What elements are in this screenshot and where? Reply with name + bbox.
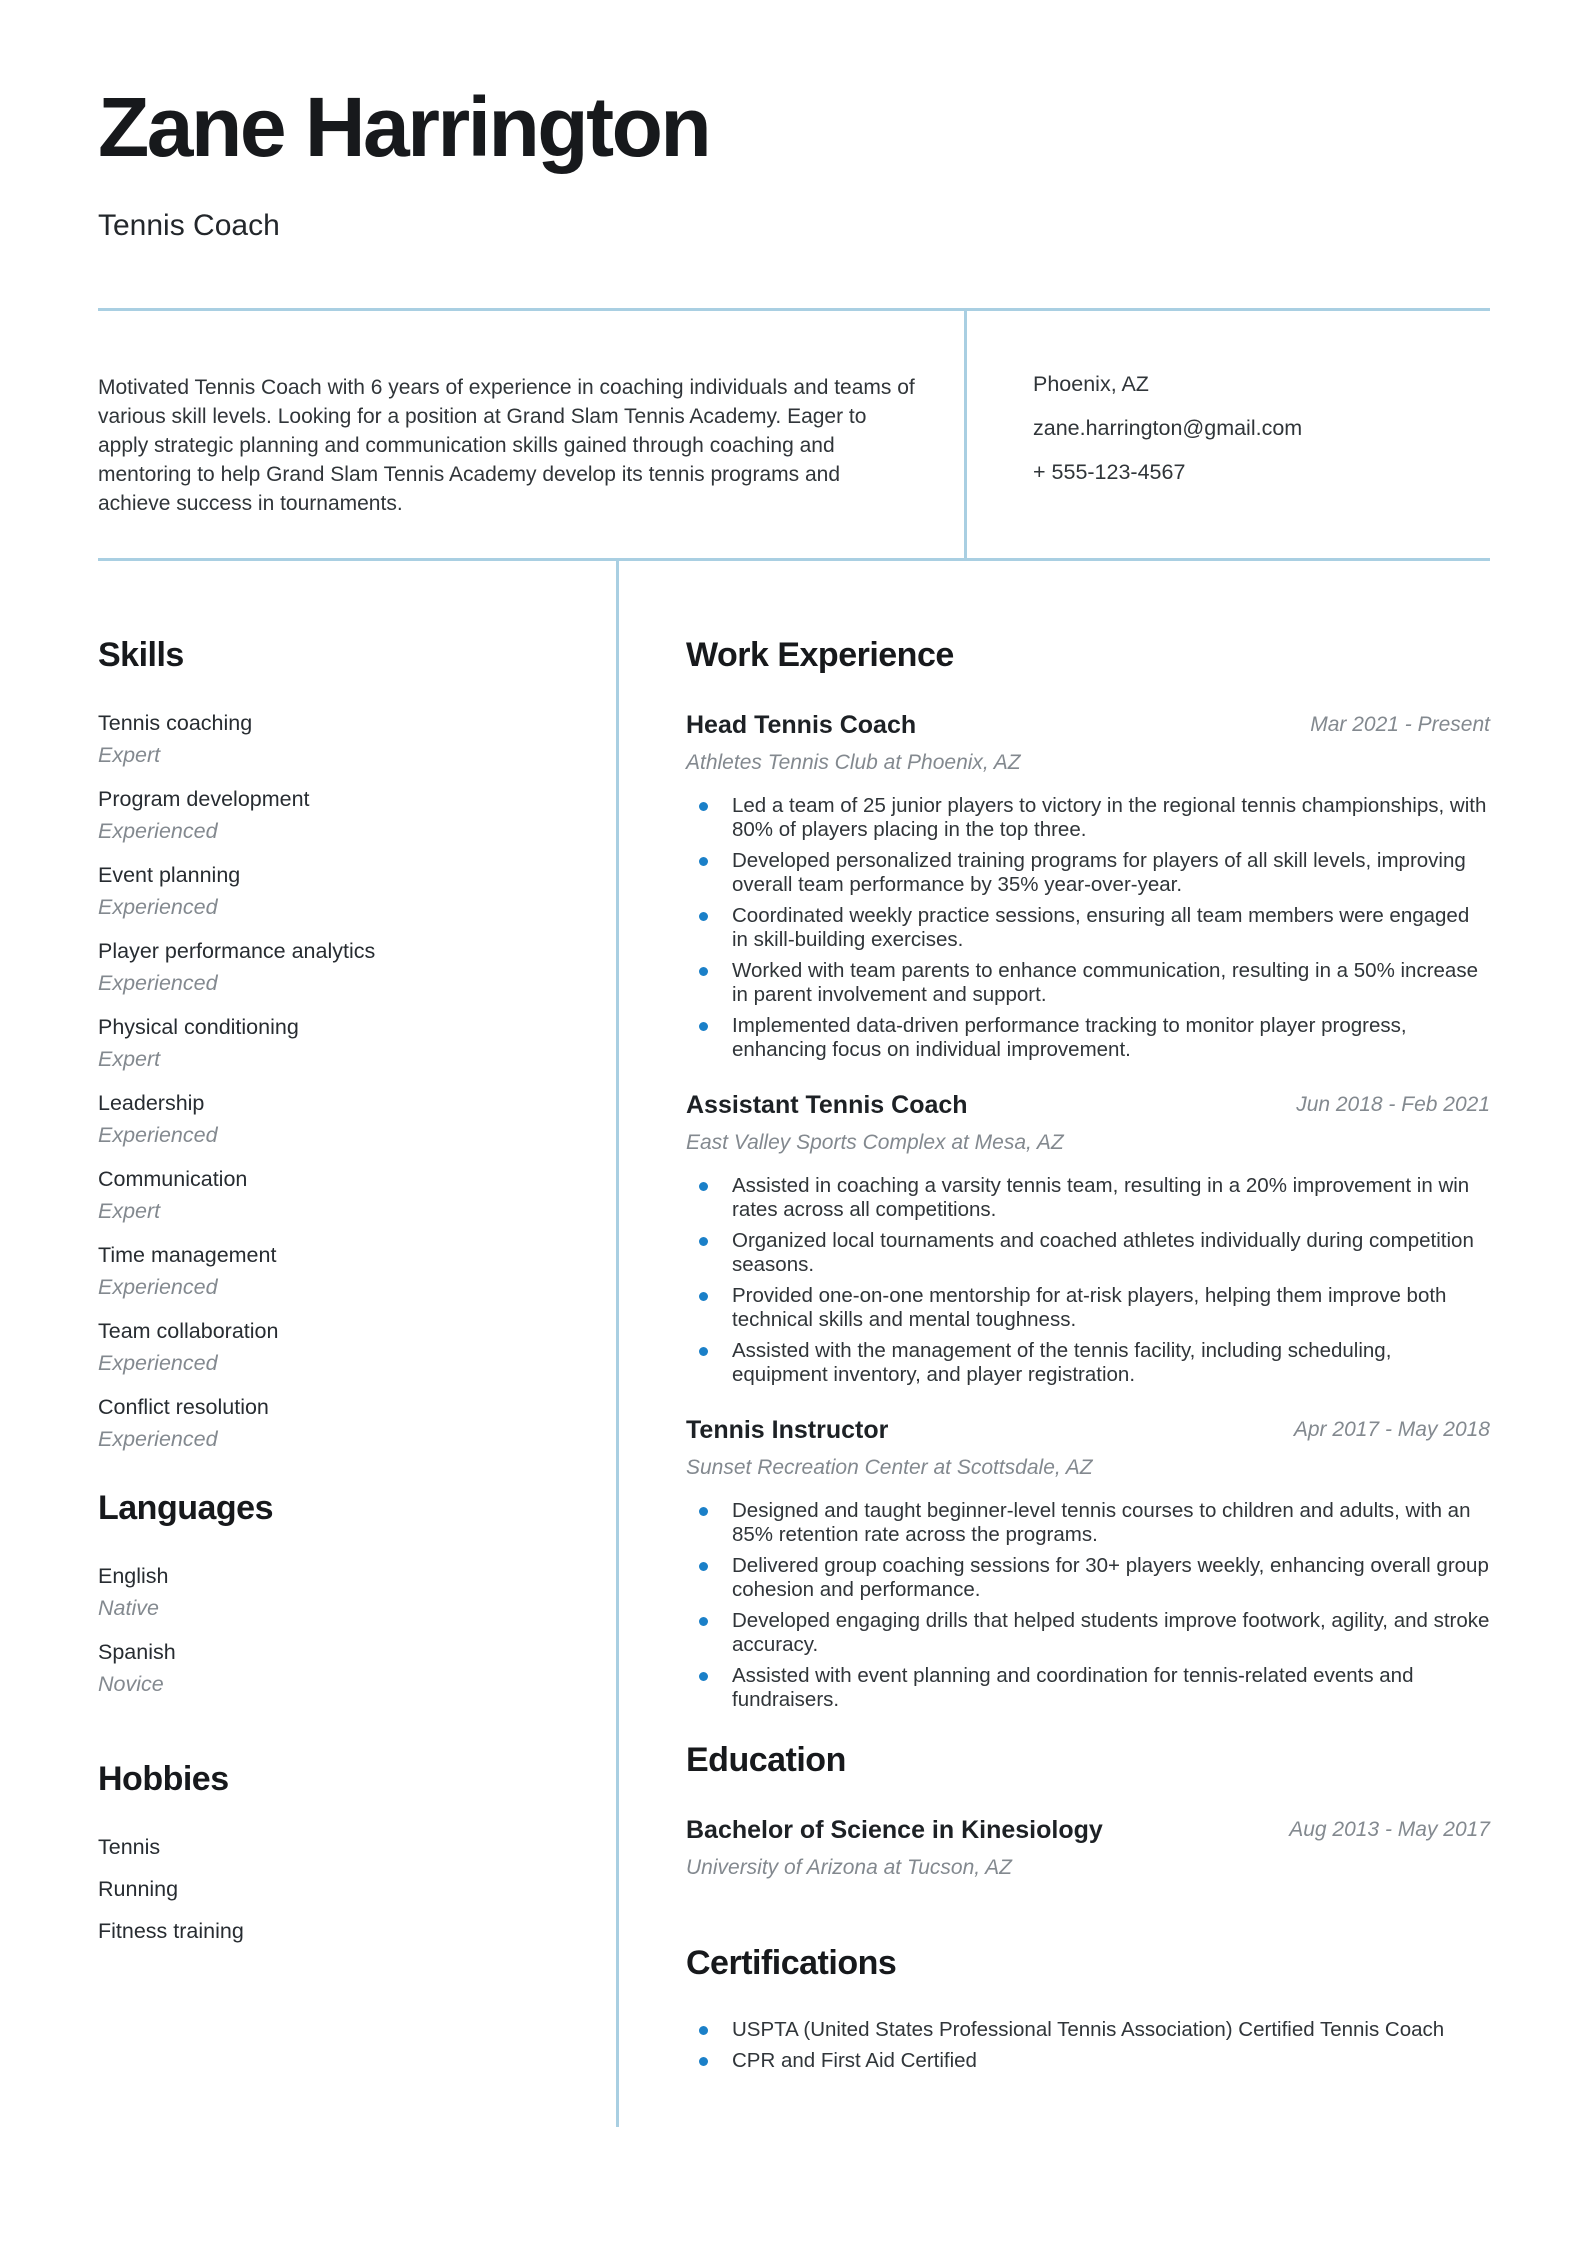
bullet-item: Organized local tournaments and coached athletes individually during competition seasons. bbox=[686, 1229, 1490, 1277]
skill-item bbox=[98, 1166, 576, 1224]
skill-item bbox=[98, 710, 576, 768]
skill-level: Experienced bbox=[98, 971, 218, 996]
hobby-item: Fitness training bbox=[98, 1919, 244, 1944]
certifications-list bbox=[686, 2018, 1490, 2073]
skill-name: Time management bbox=[98, 1243, 277, 1268]
job-entry bbox=[686, 1415, 1490, 1712]
left-column bbox=[98, 561, 619, 2127]
degree-title: Bachelor of Science in Kinesiology bbox=[686, 1816, 1103, 1845]
skill-level: Experienced bbox=[98, 1275, 218, 1300]
languages-list bbox=[98, 1563, 576, 1697]
language-item bbox=[98, 1639, 576, 1697]
bullet-item: Assisted with the management of the tennis facility, including scheduling, equipment inventory, and player registration. bbox=[686, 1339, 1490, 1387]
contact-phone: + 555-123-4567 bbox=[1033, 460, 1186, 485]
language-name: English bbox=[98, 1564, 169, 1589]
bullet-item: Led a team of 25 junior players to victory in the regional tennis championships, with 80% of players placing in the top three. bbox=[686, 794, 1490, 842]
hobby-item: Running bbox=[98, 1877, 179, 1902]
job-bullets bbox=[686, 794, 1490, 1062]
header bbox=[98, 0, 1490, 244]
skill-name: Leadership bbox=[98, 1091, 205, 1116]
skill-level: Experienced bbox=[98, 819, 218, 844]
skill-level: Experienced bbox=[98, 1427, 218, 1452]
job-company: Sunset Recreation Center at Scottsdale, AZ bbox=[686, 1456, 1093, 1480]
bullet-item: Worked with team parents to enhance communication, resulting in a 50% increase in parent involvement and support. bbox=[686, 959, 1490, 1007]
skill-item bbox=[98, 1318, 576, 1376]
skill-level: Experienced bbox=[98, 1123, 218, 1148]
bullet-item: Developed engaging drills that helped students improve footwork, agility, and stroke accuracy. bbox=[686, 1609, 1490, 1657]
contact-email: zane.harrington@gmail.com bbox=[1033, 416, 1303, 441]
skill-level: Expert bbox=[98, 743, 161, 768]
skill-name: Program development bbox=[98, 787, 310, 812]
skill-item bbox=[98, 1394, 576, 1452]
skill-item bbox=[98, 786, 576, 844]
skill-item bbox=[98, 862, 576, 920]
bullet-item: Delivered group coaching sessions for 30+ players weekly, enhancing overall group cohesion and performance. bbox=[686, 1554, 1490, 1602]
job-bullets bbox=[686, 1499, 1490, 1712]
main-columns bbox=[98, 561, 1490, 2127]
bullet-item: Designed and taught beginner-level tennis courses to children and adults, with an 85% retention rate across the programs. bbox=[686, 1499, 1490, 1547]
bullet-item: Implemented data-driven performance tracking to monitor player progress, enhancing focus on individual improvement. bbox=[686, 1014, 1490, 1062]
job-bullets bbox=[686, 1174, 1490, 1387]
skill-item bbox=[98, 1014, 576, 1072]
job-dates: Mar 2021 - Present bbox=[1310, 713, 1490, 737]
job-title: Tennis Instructor bbox=[686, 1416, 889, 1445]
skill-name: Communication bbox=[98, 1167, 248, 1192]
language-item bbox=[98, 1563, 576, 1621]
language-level: Native bbox=[98, 1596, 159, 1621]
skill-item bbox=[98, 1090, 576, 1148]
language-name: Spanish bbox=[98, 1640, 176, 1665]
skill-level: Expert bbox=[98, 1199, 161, 1224]
contact-block bbox=[967, 311, 1490, 558]
job-title: Assistant Tennis Coach bbox=[686, 1091, 968, 1120]
language-level: Novice bbox=[98, 1672, 164, 1697]
bullet-item: Assisted in coaching a varsity tennis team, resulting in a 20% improvement in win rates across all competitions. bbox=[686, 1174, 1490, 1222]
skill-item bbox=[98, 1242, 576, 1300]
job-company: Athletes Tennis Club at Phoenix, AZ bbox=[686, 751, 1021, 775]
job-entry bbox=[686, 710, 1490, 1062]
skill-name: Event planning bbox=[98, 863, 241, 888]
certification-item: CPR and First Aid Certified bbox=[686, 2049, 1490, 2073]
education-heading: Education bbox=[686, 1741, 846, 1780]
hobbies-list bbox=[98, 1834, 576, 1944]
skills-section bbox=[98, 635, 576, 1452]
work-experience-section bbox=[686, 635, 1490, 1712]
job-title: Head Tennis Coach bbox=[686, 711, 917, 740]
skills-heading: Skills bbox=[98, 636, 184, 675]
right-column bbox=[619, 561, 1490, 2127]
job-company: East Valley Sports Complex at Mesa, AZ bbox=[686, 1131, 1064, 1155]
job-dates: Apr 2017 - May 2018 bbox=[1293, 1418, 1490, 1442]
skill-name: Player performance analytics bbox=[98, 939, 376, 964]
skill-name: Physical conditioning bbox=[98, 1015, 299, 1040]
skill-level: Experienced bbox=[98, 1351, 218, 1376]
work-experience-heading: Work Experience bbox=[686, 636, 954, 675]
person-job-title: Tennis Coach bbox=[98, 209, 280, 243]
skills-list bbox=[98, 710, 576, 1452]
hobbies-section bbox=[98, 1759, 576, 1944]
bullet-item: Provided one-on-one mentorship for at-risk players, helping them improve both technical skills and mental toughness. bbox=[686, 1284, 1490, 1332]
languages-section bbox=[98, 1488, 576, 1697]
contact-location: Phoenix, AZ bbox=[1033, 372, 1149, 397]
summary-text: Motivated Tennis Coach with 6 years of experience in coaching individuals and teams of various skill levels. Looking for a position at Grand Slam Tennis Academy. Eager to apply strategic planning and communication skills gained through coaching and mentoring to help Grand Slam Tennis Academy develop its tennis programs and achieve success in tournaments. bbox=[98, 376, 915, 516]
skill-level: Expert bbox=[98, 1047, 161, 1072]
hobbies-heading: Hobbies bbox=[98, 1760, 229, 1799]
certification-item: USPTA (United States Professional Tennis Association) Certified Tennis Coach bbox=[686, 2018, 1490, 2042]
skill-name: Team collaboration bbox=[98, 1319, 279, 1344]
hobby-item: Tennis bbox=[98, 1835, 161, 1860]
certifications-heading: Certifications bbox=[686, 1944, 897, 1983]
summary-block bbox=[98, 311, 967, 558]
certifications-section bbox=[686, 1943, 1490, 2073]
skill-name: Conflict resolution bbox=[98, 1395, 269, 1420]
jobs-list bbox=[686, 710, 1490, 1712]
education-entry bbox=[686, 1815, 1490, 1881]
intro-section bbox=[98, 308, 1490, 561]
skill-level: Experienced bbox=[98, 895, 218, 920]
education-dates: Aug 2013 - May 2017 bbox=[1289, 1818, 1490, 1842]
bullet-item: Developed personalized training programs for players of all skill levels, improving overall team performance by 35% year-over-year. bbox=[686, 849, 1490, 897]
languages-heading: Languages bbox=[98, 1489, 273, 1528]
job-entry bbox=[686, 1090, 1490, 1387]
bullet-item: Coordinated weekly practice sessions, ensuring all team members were engaged in skill-building exercises. bbox=[686, 904, 1490, 952]
education-section bbox=[686, 1740, 1490, 1881]
skill-name: Tennis coaching bbox=[98, 711, 253, 736]
education-school: University of Arizona at Tucson, AZ bbox=[686, 1856, 1013, 1880]
bullet-item: Assisted with event planning and coordination for tennis-related events and fundraisers. bbox=[686, 1664, 1490, 1712]
person-name: Zane Harrington bbox=[98, 80, 710, 174]
job-dates: Jun 2018 - Feb 2021 bbox=[1296, 1093, 1490, 1117]
skill-item bbox=[98, 938, 576, 996]
